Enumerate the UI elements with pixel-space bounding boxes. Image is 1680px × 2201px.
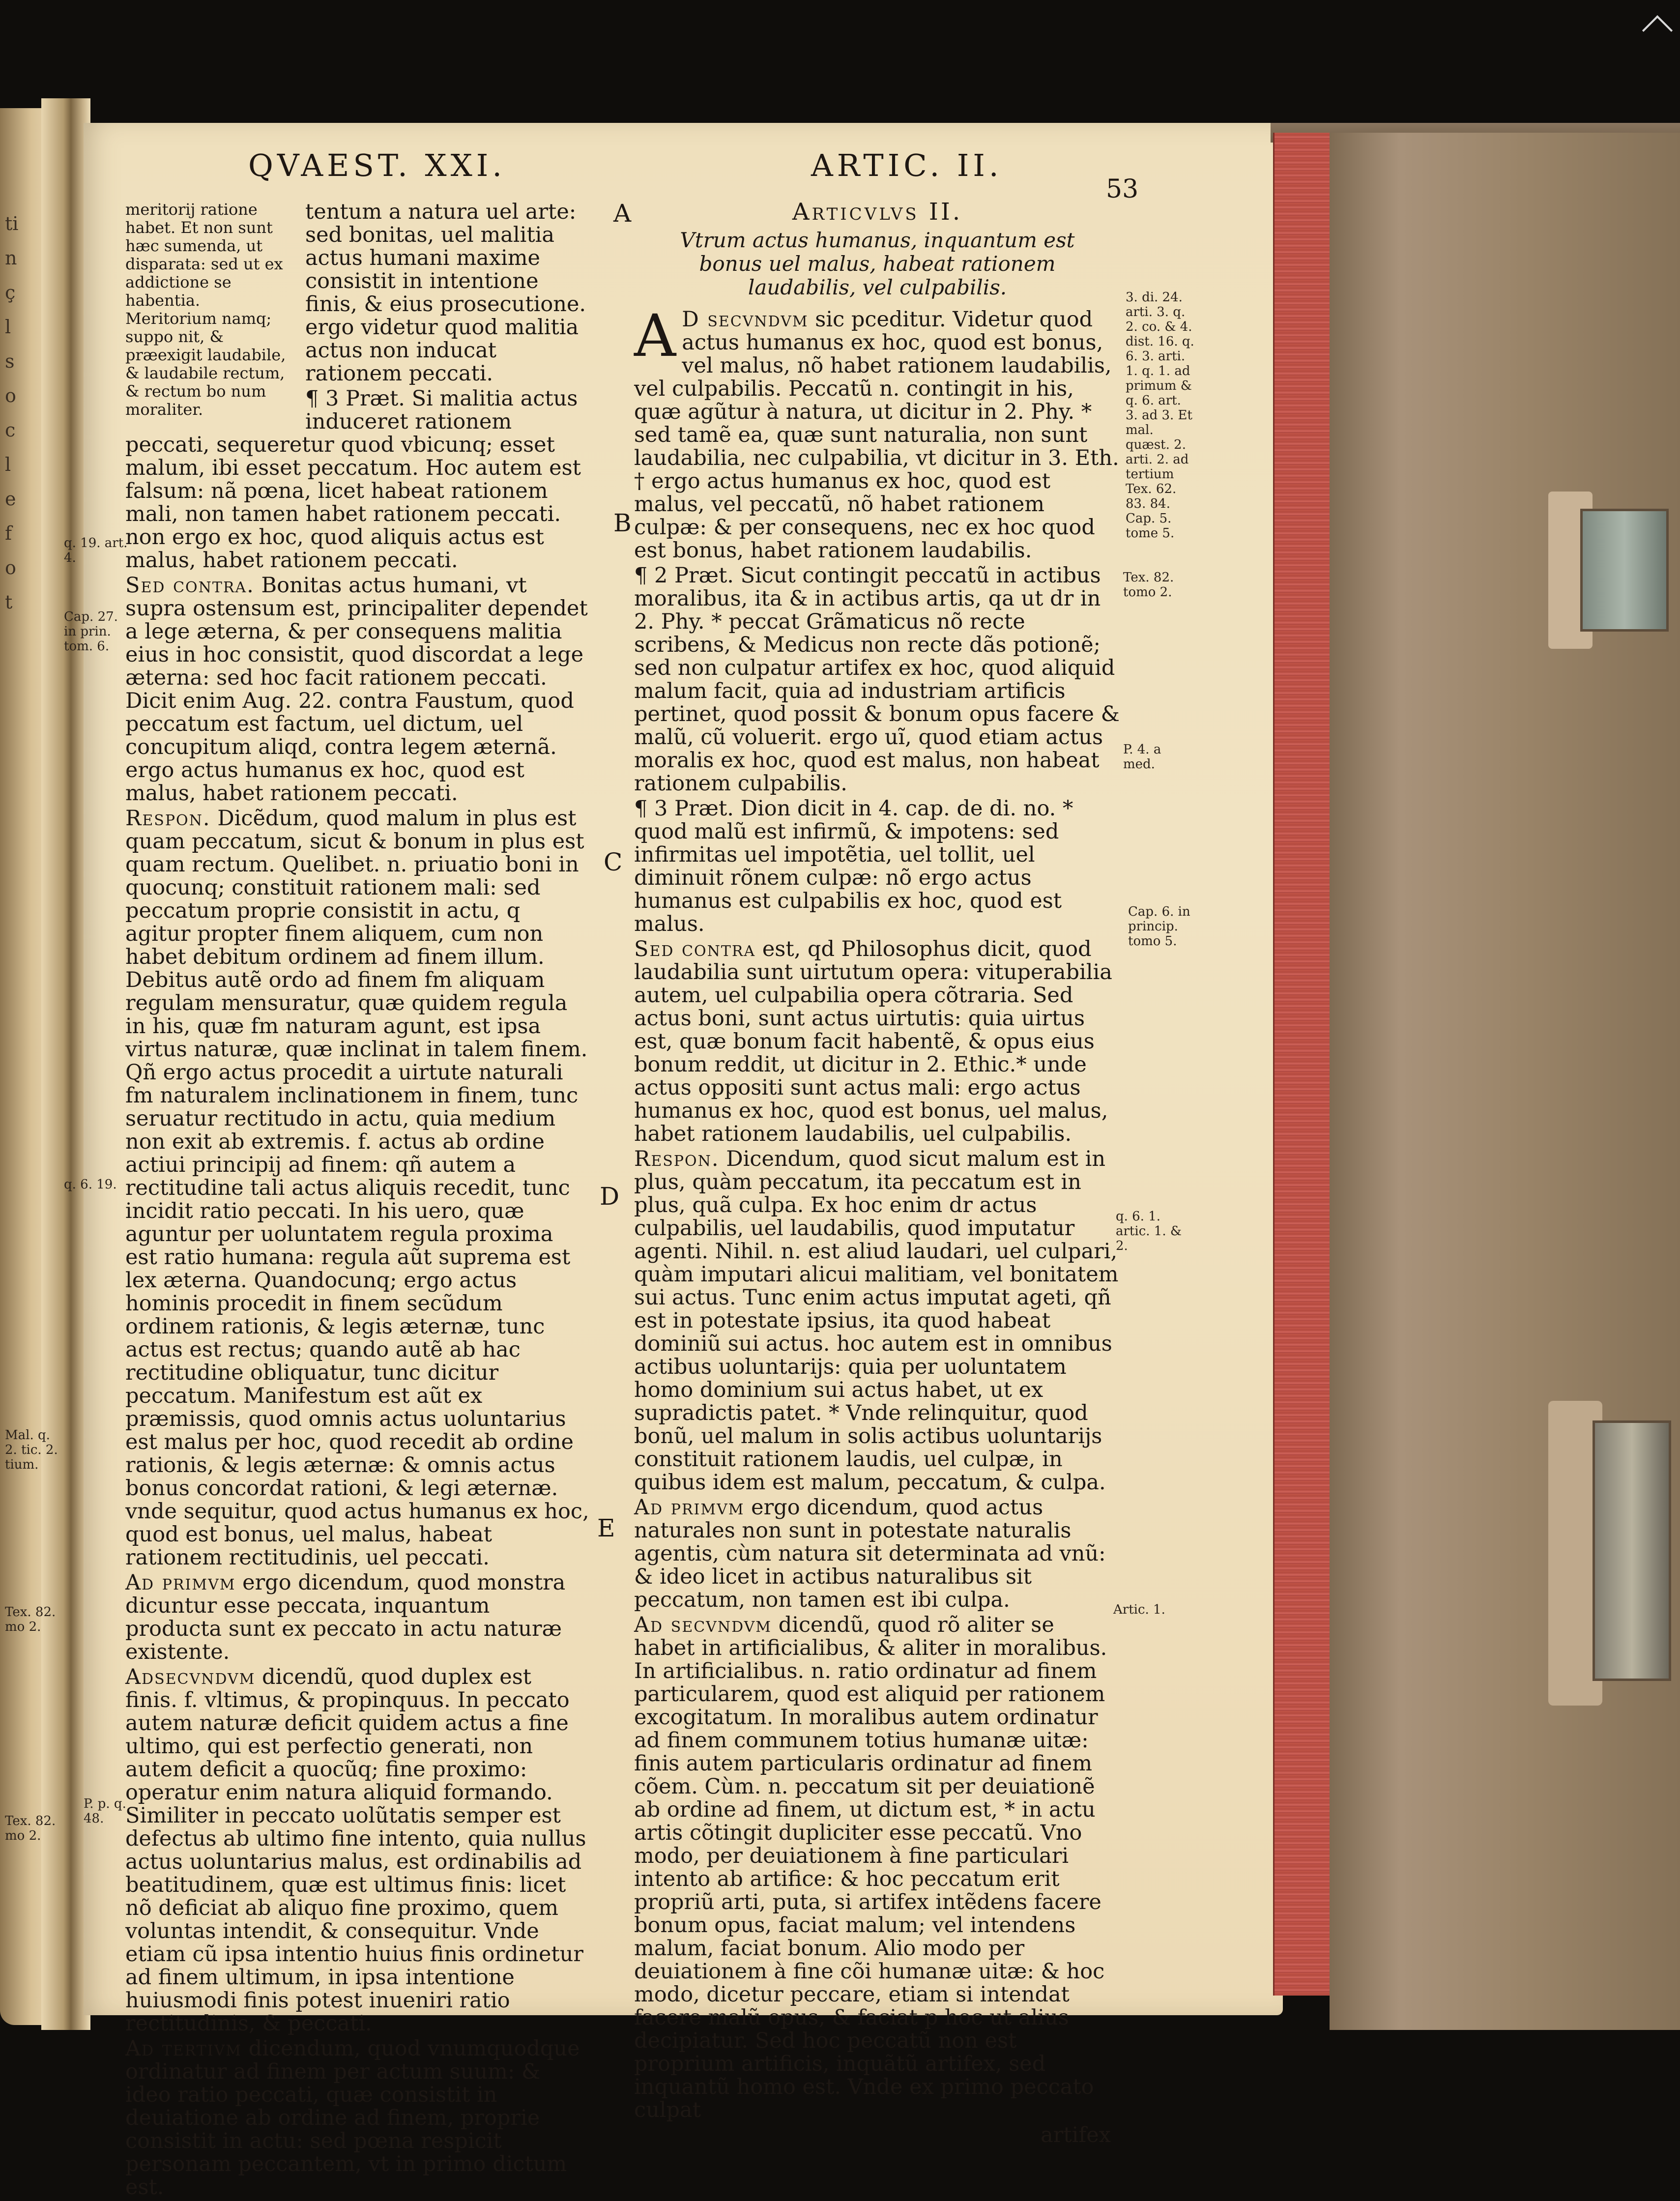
book-gutter <box>41 98 90 2030</box>
article-heading: Articvlvs II. <box>792 198 963 226</box>
reply-2-label: Adsecvndvm <box>125 1665 256 1689</box>
section-letter-a: A <box>613 199 632 228</box>
margin-note-left: Tex. 82. mo 2. <box>5 1814 56 1843</box>
reply-2-paragraph <box>125 1666 590 2035</box>
objection-2: ¶ 2 Præt. Sicut contingit peccatũ in actibus moralibus, ita & in actibus artis, qa ut dr in 2. Phy. * peccat Grãmaticus nõ recte scribens, & Medicus non recte dãs potionẽ; sed non culpatur artifex ex hoc, quod aliquid malum facit, quia ad industriam artificis pertinet, quod possit & bonum opus facere & malũ, cũ voluerit. ergo uĩ, quod etiam actus moralis ex hoc, quod est malus, non habeat rationem culpabilis. <box>634 563 1120 796</box>
metal-clasp-upper <box>1580 509 1669 632</box>
margin-note-right: 3. di. 24. arti. 3. q. 2. co. & 4. dist. 16. q. 6. 3. arti. 1. q. 1. ad primum & q. 6. art. 3. ad 3. Et mal. quæst. 2. arti. 2. ad tertium Tex. 62. 83. 84. Cap. 5. tome 5. <box>1126 290 1194 541</box>
reply-1-label: Ad primvm <box>634 1495 745 1520</box>
margin-note-left: Mal. q. 2. tic. 2. tium. <box>5 1428 58 1472</box>
opening-label: D secvndvm <box>682 307 809 332</box>
reply-3-paragraph <box>125 2037 590 2199</box>
left-page-edge <box>0 108 44 2025</box>
margin-note-right: q. 6. 1. artic. 1. & 2. <box>1116 1209 1182 1253</box>
reply-3-text: dicendum, quod vnumquodque ordinatur ad finem per actum suum: & ideo ratio peccati, quæ consistit in deuiatione ab ordine ad finem, proprie consistit in actu: sed pœna respicit personam peccantem, vt in primo dictum est. <box>125 2036 580 2200</box>
reply-2-text: dicendũ, quod rõ aliter se habet in artificialibus, & aliter in moralibus. In artificialibus. n. ratio ordinatur ad finem particularem, quod est aliquid per rationem excogitatum. In moralibus autem ordinatur ad finem communem totius humanæ uitæ: finis autem particularis ordinatur ad finem cõem. Cùm. n. peccatum sit per deuiationẽ ab ordine ad finem, ut dictum est, * in actu artis cõtingit dupliciter esse peccatũ. Vno modo, per deuiationem à fine particulari intento ab artifice: & hoc peccatum erit propriũ arti, puta, si artifex intẽdens facere bonum opus, faciat malum; vel intendens malum, faciat bonum. Alio modo per deuiationem à fine cõi humanæ uitæ: & hoc modo, dicetur peccare, etiam si intendat facere malũ opus, & faciat p hoc ut alius decipiatur. Sed hoc peccatũ non est proprium artificis, inquãtũ artifex, sed inquantũ homo est. Vnde ex primo peccato culpat <box>634 1613 1107 2122</box>
respondeo-label: Respon. <box>634 1147 720 1171</box>
column-opening-text: tentum a natura uel arte: sed bonitas, uel malitia actus humani maxime consistit in intentione finis, & eius prosecutione. ergo videtur quod malitia actus non inducat rationem peccati. <box>305 200 586 386</box>
respondeo-paragraph <box>125 807 590 1569</box>
running-header-right: ARTIC. II. <box>811 147 1003 183</box>
metal-clasp-lower <box>1593 1420 1671 1681</box>
right-text-column <box>634 198 1121 2147</box>
merit-note: meritorij ratione habet. Et non sunt hæc sumenda, ut disparata: sed ut ex addictione se habentia. Meritorium namq; suppo nit, & præexigit laudabile, & laudabile rectum, & rectum bo num moraliter. <box>125 200 286 419</box>
section-letter-c: C <box>604 848 623 876</box>
opening-text: sic pceditur. Videtur quod actus humanus ex hoc, quod est bonus, vel malus, nõ habet rationem laudabilis, vel culpabilis. Peccatũ n. contingit in his, quæ agũtur à natura, ut dicitur in 2. Phy. * sed tamẽ ea, quæ sunt naturalia, non sunt laudabilia, nec culpabilia, vt dicitur in 3. Eth. † ergo actus humanus ex hoc, quod est malus, vel peccatũ, nõ habet rationem culpæ: & per consequens, nec ex hoc quod est bonus, habet rationem laudabilis. <box>634 307 1119 563</box>
running-header-left: QVAEST. XXI. <box>248 147 506 183</box>
reply-2-paragraph <box>634 1614 1121 2122</box>
respondeo-label: Respon. <box>125 806 211 831</box>
margin-note-left: Cap. 27. in prin. tom. 6. <box>64 609 118 654</box>
margin-note-left: P. p. q. 48. <box>84 1796 126 1826</box>
margin-note-right: P. 4. a med. <box>1123 742 1161 772</box>
respondeo-text: Dicẽdum, quod malum in plus est quam peccatum, sicut & bonum in plus est quam rectum. Quelibet. n. priuatio boni in quocunq; constituit rationem mali: sed peccatum proprie consistit in actu, q agitur propter finem aliquem, cum non habet debitum ordinem ad finem illum. Debitus autẽ ordo ad finem fm aliquam regulam mensuratur, quæ quidem regula in his, quæ fm naturam agunt, est ipsa virtus naturæ, quæ inclinat in talem finem. Qñ ergo actus procedit a uirtute naturali fm naturalem inclinationem in finem, tunc seruatur rectitudo in actu, quia medium non exit ab extremis. f. actus ab ordine actiui principij ad finem: qñ autem a rectitudine tali actus aliquis recedit, tunc incidit ratio peccati. In his uero, quæ aguntur per uoluntatem regula proxima est ratio humana: regula aũt suprema est lex æterna. Quandocunq; ergo actus hominis procedit in finem secũdum ordinem rationis, & legis æternæ, tunc actus est rectus; quando autẽ ab hac rectitudine obliquatur, tunc dicitur peccatum. Manifestum est aũt ex præmissis, quod omnis actus uoluntarius est malus per hoc, quod recedit ab ordine rationis, & legis æternæ: & omnis actus bonus concordat rationi, & legi æternæ. vnde sequitur, quod actus humanus ex hoc, quod est bonus, uel malus, habeat rationem rectitudinis, uel peccati. <box>125 806 589 1570</box>
objection-3: ¶ 3 Præt. Dion dicit in 4. cap. de di. no. * quod malũ est infirmũ, & impotens: sed infirmitas uel impotẽtia, uel tollit, uel diminuit rõnem culpæ: nõ ergo actus humanus est culpabilis ex hoc, quod est malus. <box>634 796 1073 936</box>
reply-2-text: dicendũ, quod duplex est finis. f. vltimus, & propinquus. In peccato autem naturæ deficit quidem actus a fine ultimo, qui est perfectio generati, non autem deficit a quocũq; fine proximo: operatur enim natura aliquid formando. Similiter in peccato uolũtatis semper est defectus ab ultimo fine intento, quia nullus actus uoluntarius malus, est ordinabilis ad beatitudinem, quæ est ultimus finis: licet nõ deficiat ab aliquo fine proximo, quem voluntas intendit, & consequitur. Vnde etiam cũ ipsa intentio huius finis ordinetur ad finem ultimum, in ipsa intentione huiusmodi finis potest inueniri ratio rectitudinis, & peccati. <box>125 1665 586 2036</box>
article-question: Vtrum actus humanus, inquantum est bonus uel malus, habeat rationem laudabilis, vel culpabilis. <box>680 228 1075 299</box>
reply-1-paragraph <box>125 1571 590 1664</box>
objection-3: ¶ 3 Præt. Si malitia actus induceret rationem peccati, sequeretur quod vbicunq; esset malum, ibi esset peccatum. Hoc autem est falsum: nã pœna, licet habeat rationem mali, non tamen habet rationem peccati. non ergo ex hoc, quod aliquis actus est malus, habet rationem peccati. <box>125 386 581 573</box>
reply-1-label: Ad primvm <box>125 1570 236 1595</box>
section-letter-b: B <box>613 509 632 537</box>
left-text-column <box>125 201 590 2201</box>
sed-contra-text: est, qd Philosophus dicit, quod laudabilia sunt uirtutum opera: vituperabilia autem, uel culpabilia opera cõtraria. Sed actus boni, sunt actus uirtutis: quia uirtus est, quæ bonum facit habentẽ, & opus eius bonum reddit, ut dicitur in 2. Ethic.* unde actus oppositi sunt actus mali: ergo actus humanus ex hoc, quod est bonus, uel malus, habet rationem laudabilis, uel culpabilis. <box>634 937 1112 1146</box>
catchword: artifex <box>1041 2123 1111 2147</box>
drop-capital: A <box>634 302 676 370</box>
leather-cover <box>1330 133 1680 2030</box>
sed-contra-paragraph <box>634 938 1121 1146</box>
margin-note-right: Artic. 1. <box>1113 1602 1165 1617</box>
opening-paragraph <box>634 302 1121 563</box>
sed-contra-label: Sed contra. <box>125 573 255 598</box>
reply-1-paragraph <box>634 1496 1121 1612</box>
sed-contra-paragraph <box>125 574 590 805</box>
red-page-foredge <box>1273 133 1333 1996</box>
margin-note-left: q. 6. 19. <box>64 1177 117 1192</box>
sed-contra-label: Sed contra <box>634 937 756 961</box>
reply-1-text: ergo dicendum, quod monstra dicuntur esse peccata, inquantum producta sunt ex peccato in actu naturæ existente. <box>125 1570 566 1664</box>
respondeo-text: Dicendum, quod sicut malum est in plus, quàm peccatum, ita peccatum est in plus, quã culpa. Ex hoc enim dr actus culpabilis, uel laudabilis, quod imputatur agenti. Nihil. n. est aliud laudari, uel culpari, quàm imputari alicui malitiam, vel bonitatem sui actus. Tunc enim actus imputat ageti, qñ est in potestate ipsius, ita quod habeat dominiũ sui actus. hoc autem est in omnibus actibus uoluntarijs: quia per uoluntatem homo dominium sui actus habet, ut ex supradictis patet. * Vnde relinquitur, quod bonũ, uel malum in solis actibus uoluntarijs constituit rationem laudis, uel culpæ, in quibus idem est malum, peccatum, & culpa. <box>634 1147 1119 1495</box>
section-letter-d: D <box>600 1182 620 1211</box>
margin-note-right: Cap. 6. in princip. tomo 5. <box>1128 904 1190 949</box>
margin-note-left: q. 19. art. 4. <box>64 536 128 565</box>
reply-1-text: ergo dicendum, quod actus naturales non sunt in potestate naturalis agentis, cùm natura sit determinata ad vnũ: & ideo licet in actibus naturalibus sit peccatum, non tamen est ibi culpa. <box>634 1495 1106 1612</box>
reply-2-label: Ad secvndvm <box>634 1613 772 1637</box>
margin-note-right: Tex. 82. tomo 2. <box>1123 570 1174 600</box>
reply-3-label: Ad tertivm <box>125 2036 242 2061</box>
left-page-fragments: ti n ç l s o c l e f o t <box>5 213 19 613</box>
respondeo-paragraph <box>634 1148 1121 1494</box>
margin-note-left: Tex. 82. mo 2. <box>5 1605 56 1634</box>
corner-mark-icon <box>1642 15 1673 46</box>
section-letter-e: E <box>597 1514 615 1542</box>
sed-contra-text: Bonitas actus humani, vt supra ostensum est, principaliter dependet a lege æterna, & per consequens malitia eius in hoc consistit, quod discordat a lege æterna: sed hoc facit rationem peccati. Dicit enim Aug. 22. contra Faustum, quod peccatum est factum, uel dictum, uel concupitum aliqd, contra legem æternã. ergo actus humanus ex hoc, quod est malus, habet rationem peccati. <box>125 573 588 806</box>
folio-number: 53 <box>1106 174 1139 204</box>
